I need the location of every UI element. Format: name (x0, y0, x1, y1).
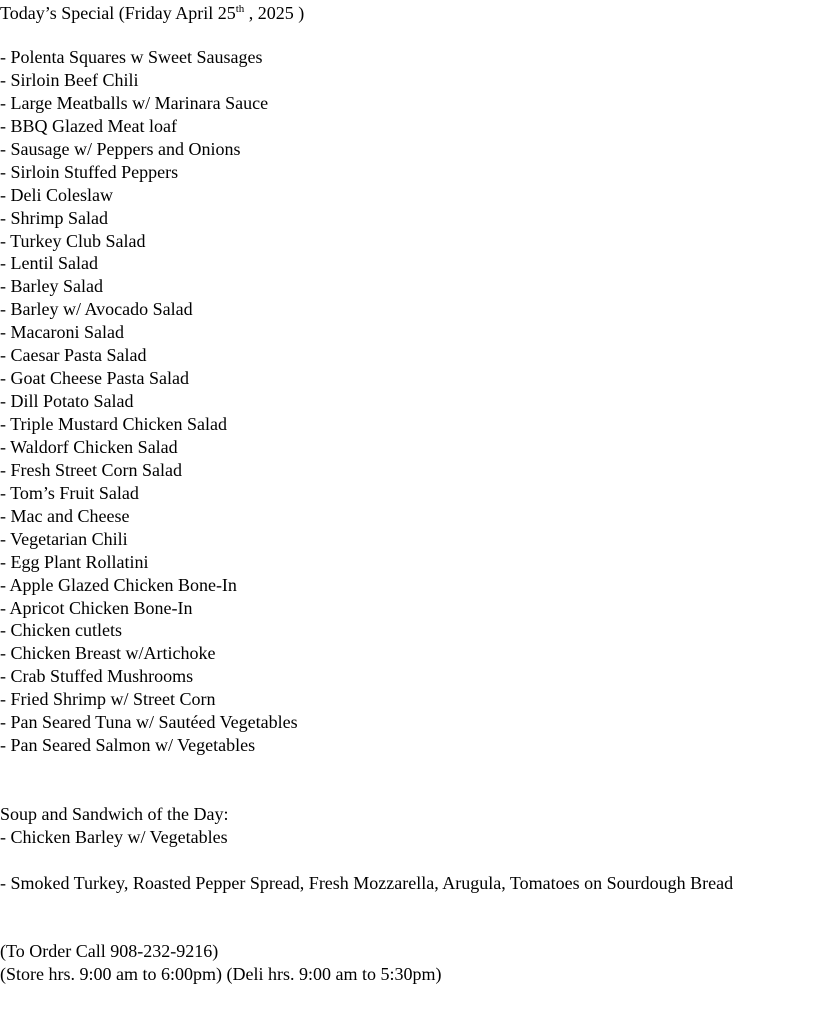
menu-item: - Fried Shrimp w/ Street Corn (0, 689, 216, 710)
title-ordinal-suffix: th (235, 3, 245, 15)
menu-item: - BBQ Glazed Meat loaf (0, 115, 177, 136)
menu-item: - Polenta Squares w Sweet Sausages (0, 47, 263, 67)
menu-item: - Egg Plant Rollatini (0, 551, 149, 572)
menu-item: - Large Meatballs w/ Marinara Sauce (0, 92, 269, 113)
menu-item: - Sausage w/ Peppers and Onions (0, 138, 241, 159)
sandwich-of-the-day: - Smoked Turkey, Roasted Pepper Spread, Fresh Mozzarella, Arugula, Tomatoes on Sourdough Bread (0, 873, 734, 893)
menu-item: - Fresh Street Corn Salad (0, 459, 182, 480)
menu-item: - Turkey Club Salad (0, 230, 146, 251)
menu-item: - Tom’s Fruit Salad (0, 482, 139, 503)
page-title (0, 2, 304, 24)
title-text: Today’s Special (Friday April 25 (0, 3, 236, 23)
menu-item: - Waldorf Chicken Salad (0, 436, 178, 457)
menu-item: - Goat Cheese Pasta Salad (0, 368, 189, 389)
menu-item: - Shrimp Salad (0, 207, 108, 228)
menu-item: - Dill Potato Salad (0, 391, 134, 412)
menu-item: - Deli Coleslaw (0, 184, 113, 205)
menu-item: - Apple Glazed Chicken Bone-In (0, 574, 237, 595)
menu-item: - Mac and Cheese (0, 505, 130, 526)
menu-item: - Apricot Chicken Bone-In (0, 597, 193, 618)
title-year: , 2025 ) (244, 3, 305, 23)
menu-item: - Chicken Breast w/Artichoke (0, 643, 216, 664)
menu-item: - Sirloin Beef Chili (0, 69, 139, 90)
soup-sandwich-heading: Soup and Sandwich of the Day: (0, 804, 229, 824)
menu-item: - Chicken cutlets (0, 620, 122, 641)
menu-item: - Pan Seared Tuna w/ Sautéed Vegetables (0, 712, 298, 733)
menu-item: - Vegetarian Chili (0, 528, 128, 549)
menu-item: - Barley Salad (0, 276, 103, 297)
menu-item: - Macaroni Salad (0, 322, 124, 343)
menu-item: - Lentil Salad (0, 253, 98, 274)
order-phone-line: (To Order Call 908-232-9216) (0, 941, 219, 961)
menu-item: - Sirloin Stuffed Peppers (0, 161, 179, 182)
store-hours-line: (Store hrs. 9:00 am to 6:00pm) (Deli hrs. 9:00 am to 5:30pm) (0, 964, 442, 984)
specials-list (0, 46, 298, 757)
menu-item: - Pan Seared Salmon w/ Vegetables (0, 735, 256, 756)
menu-item: - Triple Mustard Chicken Salad (0, 414, 227, 434)
soup-of-the-day: - Chicken Barley w/ Vegetables (0, 827, 228, 847)
menu-item: - Crab Stuffed Mushrooms (0, 666, 194, 687)
menu-item: - Barley w/ Avocado Salad (0, 299, 193, 320)
menu-item: - Caesar Pasta Salad (0, 345, 147, 366)
